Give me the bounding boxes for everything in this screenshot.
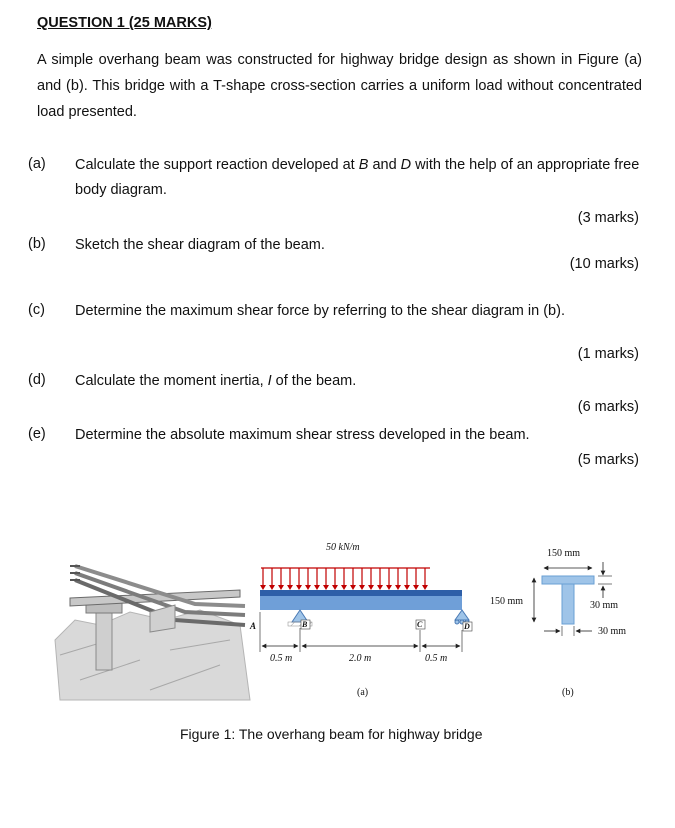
question-a-marks: (3 marks): [577, 210, 639, 226]
subfigure-b-label: (b): [562, 687, 574, 698]
beam-diagram: [260, 568, 472, 652]
question-d-label: (d): [28, 372, 46, 388]
question-a-label: (a): [28, 156, 46, 172]
question-c-label: (c): [28, 302, 45, 318]
dim-ab-label: 0.5 m: [270, 653, 293, 664]
figure-caption: Figure 1: The overhang beam for highway bridge: [180, 726, 483, 742]
point-d-label: D: [464, 622, 470, 631]
web-thickness-label: 30 mm: [598, 626, 627, 637]
question-b-label: (b): [28, 236, 46, 252]
subfigure-a-label: (a): [357, 687, 369, 698]
question-d-marks: (6 marks): [577, 399, 639, 415]
question-b-marks: (10 marks): [569, 256, 639, 272]
point-b-label: B: [302, 620, 308, 629]
point-a-label: A: [250, 621, 257, 631]
flange-thickness-label: 30 mm: [590, 600, 619, 611]
question-e-marks: (5 marks): [577, 452, 639, 468]
question-a-text: Calculate the support reaction developed at B and D with the help of an appropriate free body diagram.: [75, 157, 640, 198]
load-label: 50 kN/m: [326, 542, 360, 553]
flange-width-label: 150 mm: [547, 548, 581, 559]
question-e-label: (e): [28, 426, 46, 442]
dim-cd-label: 0.5 m: [425, 653, 448, 664]
web-height-label: 150 mm: [490, 596, 524, 607]
question-title: QUESTION 1 (25 MARKS): [37, 15, 212, 31]
t-section-diagram: [534, 562, 612, 636]
question-c-marks: (1 marks): [577, 346, 639, 362]
question-c-text: Determine the maximum shear force by referring to the shear diagram in (b).: [75, 303, 565, 319]
question-e-text: Determine the absolute maximum shear stress developed in the beam.: [75, 427, 530, 443]
question-b-text: Sketch the shear diagram of the beam.: [75, 237, 325, 253]
question-d-text: Calculate the moment inertia, I of the beam.: [75, 373, 357, 389]
dim-bc-label: 2.0 m: [349, 653, 372, 664]
intro-paragraph: A simple overhang beam was constructed for highway bridge design as shown in Figure (a) and (b). This bridge with a T-shape cross-section carries a uniform load without concentrated load presented.: [37, 52, 642, 120]
bridge-illustration: [55, 566, 250, 700]
point-c-label: C: [417, 620, 423, 629]
